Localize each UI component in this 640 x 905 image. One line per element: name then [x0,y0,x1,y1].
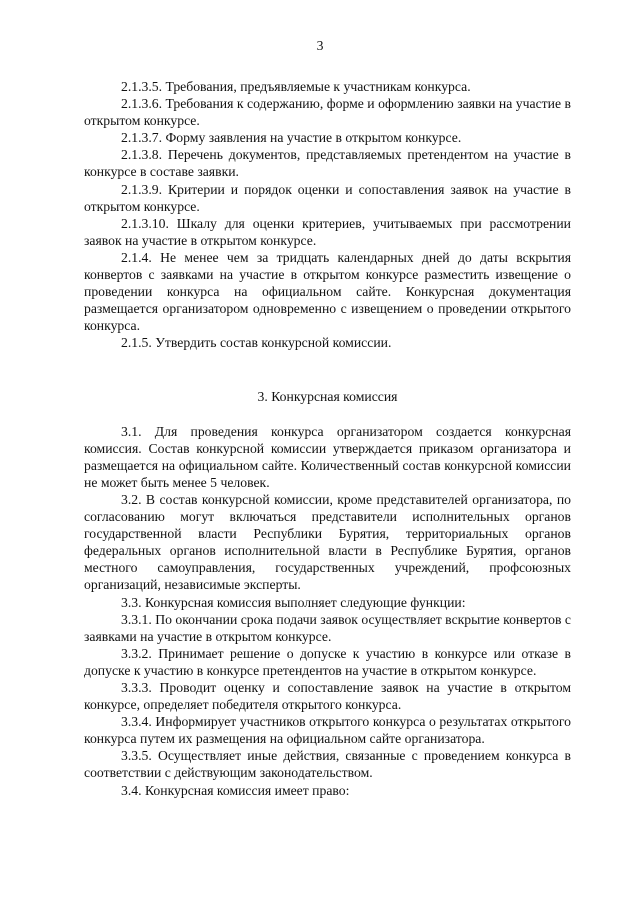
paragraph-2-1-3-6: 2.1.3.6. Требования к содержанию, форме и оформлению заявки на участие в открытом конкурсе. [84,96,571,129]
paragraph-3-2: 3.2. В состав конкурсной комиссии, кроме представителей организатора, по согласованию могут включаться представители исполнительных органов государственной власти Республики Бурятия, территориальных органов федеральных органов исполнительной власти в Республике Бурятия, органов местного самоуправления, государственных учреждений, профсоюзных организаций, независимые эксперты. [84,491,571,593]
section-heading: 3. Конкурсная комиссия [257,388,398,404]
paragraph-2-1-3-10: 2.1.3.10. Шкалу для оценки критериев, учитываемых при рассмотрении заявок на участие в открытом конкурсе. [84,215,571,248]
paragraph-3-3-3: 3.3.3. Проводит оценку и сопоставление заявок на участие в открытом конкурсе, определяет победителя открытого конкурса. [84,680,571,713]
paragraph-2-1-5: 2.1.5. Утвердить состав конкурсной комиссии. [121,335,392,351]
page-number: 3 [316,38,324,53]
paragraph-2-1-4: 2.1.4. Не менее чем за тридцать календарных дней до даты вскрытия конвертов с заявками на участие в открытом конкурсе разместить извещение о проведении конкурса на официальном сайте. Конкурсная документация размещается организатором одновременно с извещением о проведении открытого конкурса. [84,249,571,334]
paragraph-2-1-3-8: 2.1.3.8. Перечень документов, представляемых претендентом на участие в конкурсе в составе заявки. [84,147,571,180]
paragraph-2-1-3-9: 2.1.3.9. Критерии и порядок оценки и сопоставления заявок на участие в открытом конкурсе. [84,181,571,214]
paragraph-3-1: 3.1. Для проведения конкурса организатором создается конкурсная комиссия. Состав конкурсной комиссии утверждается приказом организатора и размещается на официальном сайте. Количественный состав конкурсной комиссии не может быть менее 5 человек. [84,423,571,490]
paragraph-3-3-4: 3.3.4. Информирует участников открытого конкурса о результатах открытого конкурса путем их размещения на официальном сайте организатора. [84,714,571,747]
paragraph-3-3-1: 3.3.1. По окончании срока подачи заявок осуществляет вскрытие конвертов с заявками на участие в открытом конкурсе. [84,611,571,644]
paragraph-3-3: 3.3. Конкурсная комиссия выполняет следующие функции: [121,594,466,610]
paragraph-2-1-3-5: 2.1.3.5. Требования, предъявляемые к участникам конкурса. [121,79,471,94]
document-body [84,78,571,799]
paragraph-3-4: 3.4. Конкурсная комиссия имеет право: [121,782,350,798]
paragraph-2-1-3-7: 2.1.3.7. Форму заявления на участие в открытом конкурсе. [121,130,462,146]
paragraph-3-3-5: 3.3.5. Осуществляет иные действия, связанные с проведением конкурса в соответствии с действующим законодательством. [84,748,571,781]
paragraph-3-3-2: 3.3.2. Принимает решение о допуске к участию в конкурсе или отказе в допуске к участию в конкурсе претендентов на участие в открытом конкурсе. [84,645,571,678]
